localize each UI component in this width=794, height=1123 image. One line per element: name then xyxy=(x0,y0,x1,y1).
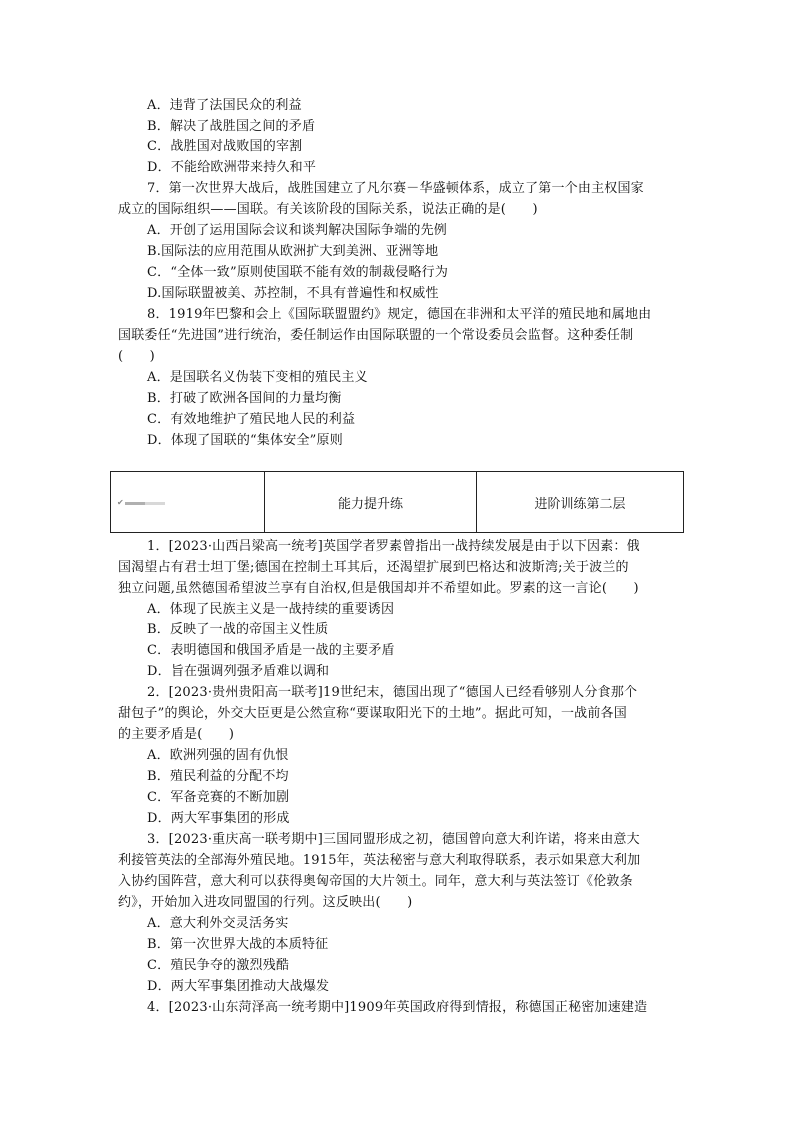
option-a: A．是国联名义伪装下变相的殖民主义 xyxy=(147,370,368,385)
section-banner xyxy=(110,471,684,533)
practice-2-stem-cont: 的主要矛盾是( ) xyxy=(118,727,235,742)
question-8-stem-cont: 国联委任“先进国”进行统治，委任制运作由国际联盟的一个常设委员会监督。这种委任制 xyxy=(118,328,634,343)
practice-4-stem: 4．[2023·山东菏泽高一统考期中]1909年英国政府得到情报，称德国正秘密加速建造 xyxy=(147,1000,648,1015)
option-d: D．旨在强调列强矛盾难以调和 xyxy=(147,664,330,679)
option-c: C．战胜国对战败国的宰割 xyxy=(147,139,303,154)
practice-1-stem: 1．[2023·山西吕梁高一统考]英国学者罗素曾指出一战持续发展是由于以下因素：俄 xyxy=(147,539,640,554)
option-b: B．第一次世界大战的本质特征 xyxy=(147,937,329,952)
option-d: D．不能给欧洲带来持久和平 xyxy=(147,160,317,175)
progress-fill xyxy=(125,502,145,505)
banner-progress-cell xyxy=(111,472,264,532)
option-d: D．体现了国联的“集体安全”原则 xyxy=(147,433,343,448)
option-b: B.国际法的应用范围从欧洲扩大到美洲、亚洲等地 xyxy=(147,244,439,259)
option-c: C．“全体一致”原则使国联不能有效的制裁侵略行为 xyxy=(147,265,449,280)
option-c: C．军备竞赛的不断加剧 xyxy=(147,790,290,805)
option-a: A．开创了运用国际会议和谈判解决国际争端的先例 xyxy=(147,223,447,238)
option-c: C．表明德国和俄国矛盾是一战的主要矛盾 xyxy=(147,643,395,658)
progress-bar xyxy=(125,502,165,505)
option-c: C．有效地维护了殖民地人民的利益 xyxy=(147,412,356,427)
section-title: 能力提升练 xyxy=(264,472,476,532)
practice-2-stem-cont: 甜包子”的舆论，外交大臣更是公然宣称“要谋取阳光下的土地”。据此可知，一战前各国 xyxy=(118,706,627,721)
option-d: D.国际联盟被美、苏控制，不具有普遍性和权威性 xyxy=(147,286,439,301)
option-b: B．打破了欧洲各国间的力量均衡 xyxy=(147,391,342,406)
option-c: C．殖民争夺的激烈残酷 xyxy=(147,958,290,973)
practice-1-stem-cont: 国渴望占有君士坦丁堡;德国在控制土耳其后，还渴望扩展到巴格达和波斯湾;关于波兰的 xyxy=(118,560,629,575)
question-7-stem-cont: 成立的国际组织——国联。有关该阶段的国际关系，说法正确的是( ) xyxy=(118,202,538,217)
option-b: B．反映了一战的帝国主义性质 xyxy=(147,622,329,637)
option-a: A．欧洲列强的固有仇恨 xyxy=(147,748,289,763)
option-b: B．解决了战胜国之间的矛盾 xyxy=(147,119,316,134)
practice-2-stem: 2．[2023·贵州贵阳高一联考]19世纪末，德国出现了“德国人已经看够别人分食那个 xyxy=(147,685,638,700)
question-7-stem: 7．第一次世界大战后，战胜国建立了凡尔赛－华盛顿体系，成立了第一个由主权国家 xyxy=(147,181,644,196)
practice-3-stem-cont: 约》，开始加入进攻同盟国的行列。这反映出( ) xyxy=(118,895,413,910)
section-level: 进阶训练第二层 xyxy=(476,472,683,532)
practice-1-stem-cont: 独立问题,虽然德国希望波兰享有自治权,但是俄国却并不希望如此。罗素的这一言论( ) xyxy=(118,581,639,596)
practice-3-stem: 3．[2023·重庆高一联考期中]三国同盟形成之初，德国曾向意大利许诺，将来由意大 xyxy=(147,832,640,847)
option-d: D．两大军事集团推动大战爆发 xyxy=(147,979,330,994)
option-d: D．两大军事集团的形成 xyxy=(147,811,290,826)
question-8-stem: 8．1919年巴黎和会上《国际联盟盟约》规定，德国在非洲和太平洋的殖民地和属地由 xyxy=(147,307,652,322)
practice-3-stem-cont: 入协约国阵营，意大利可以获得奥匈帝国的大片领土。同年，意大利与英法签订《伦敦条 xyxy=(118,874,633,889)
check-icon: ✔ xyxy=(117,498,124,507)
option-a: A．违背了法国民众的利益 xyxy=(147,98,302,113)
practice-3-stem-cont: 利接管英法的全部海外殖民地。1915年，英法秘密与意大利取得联系，表示如果意大利加 xyxy=(118,853,641,868)
option-a: A．意大利外交灵活务实 xyxy=(147,916,289,931)
question-8-answer-blank: ( ) xyxy=(118,349,155,364)
option-a: A．体现了民族主义是一战持续的重要诱因 xyxy=(147,602,395,617)
option-b: B．殖民利益的分配不均 xyxy=(147,769,289,784)
